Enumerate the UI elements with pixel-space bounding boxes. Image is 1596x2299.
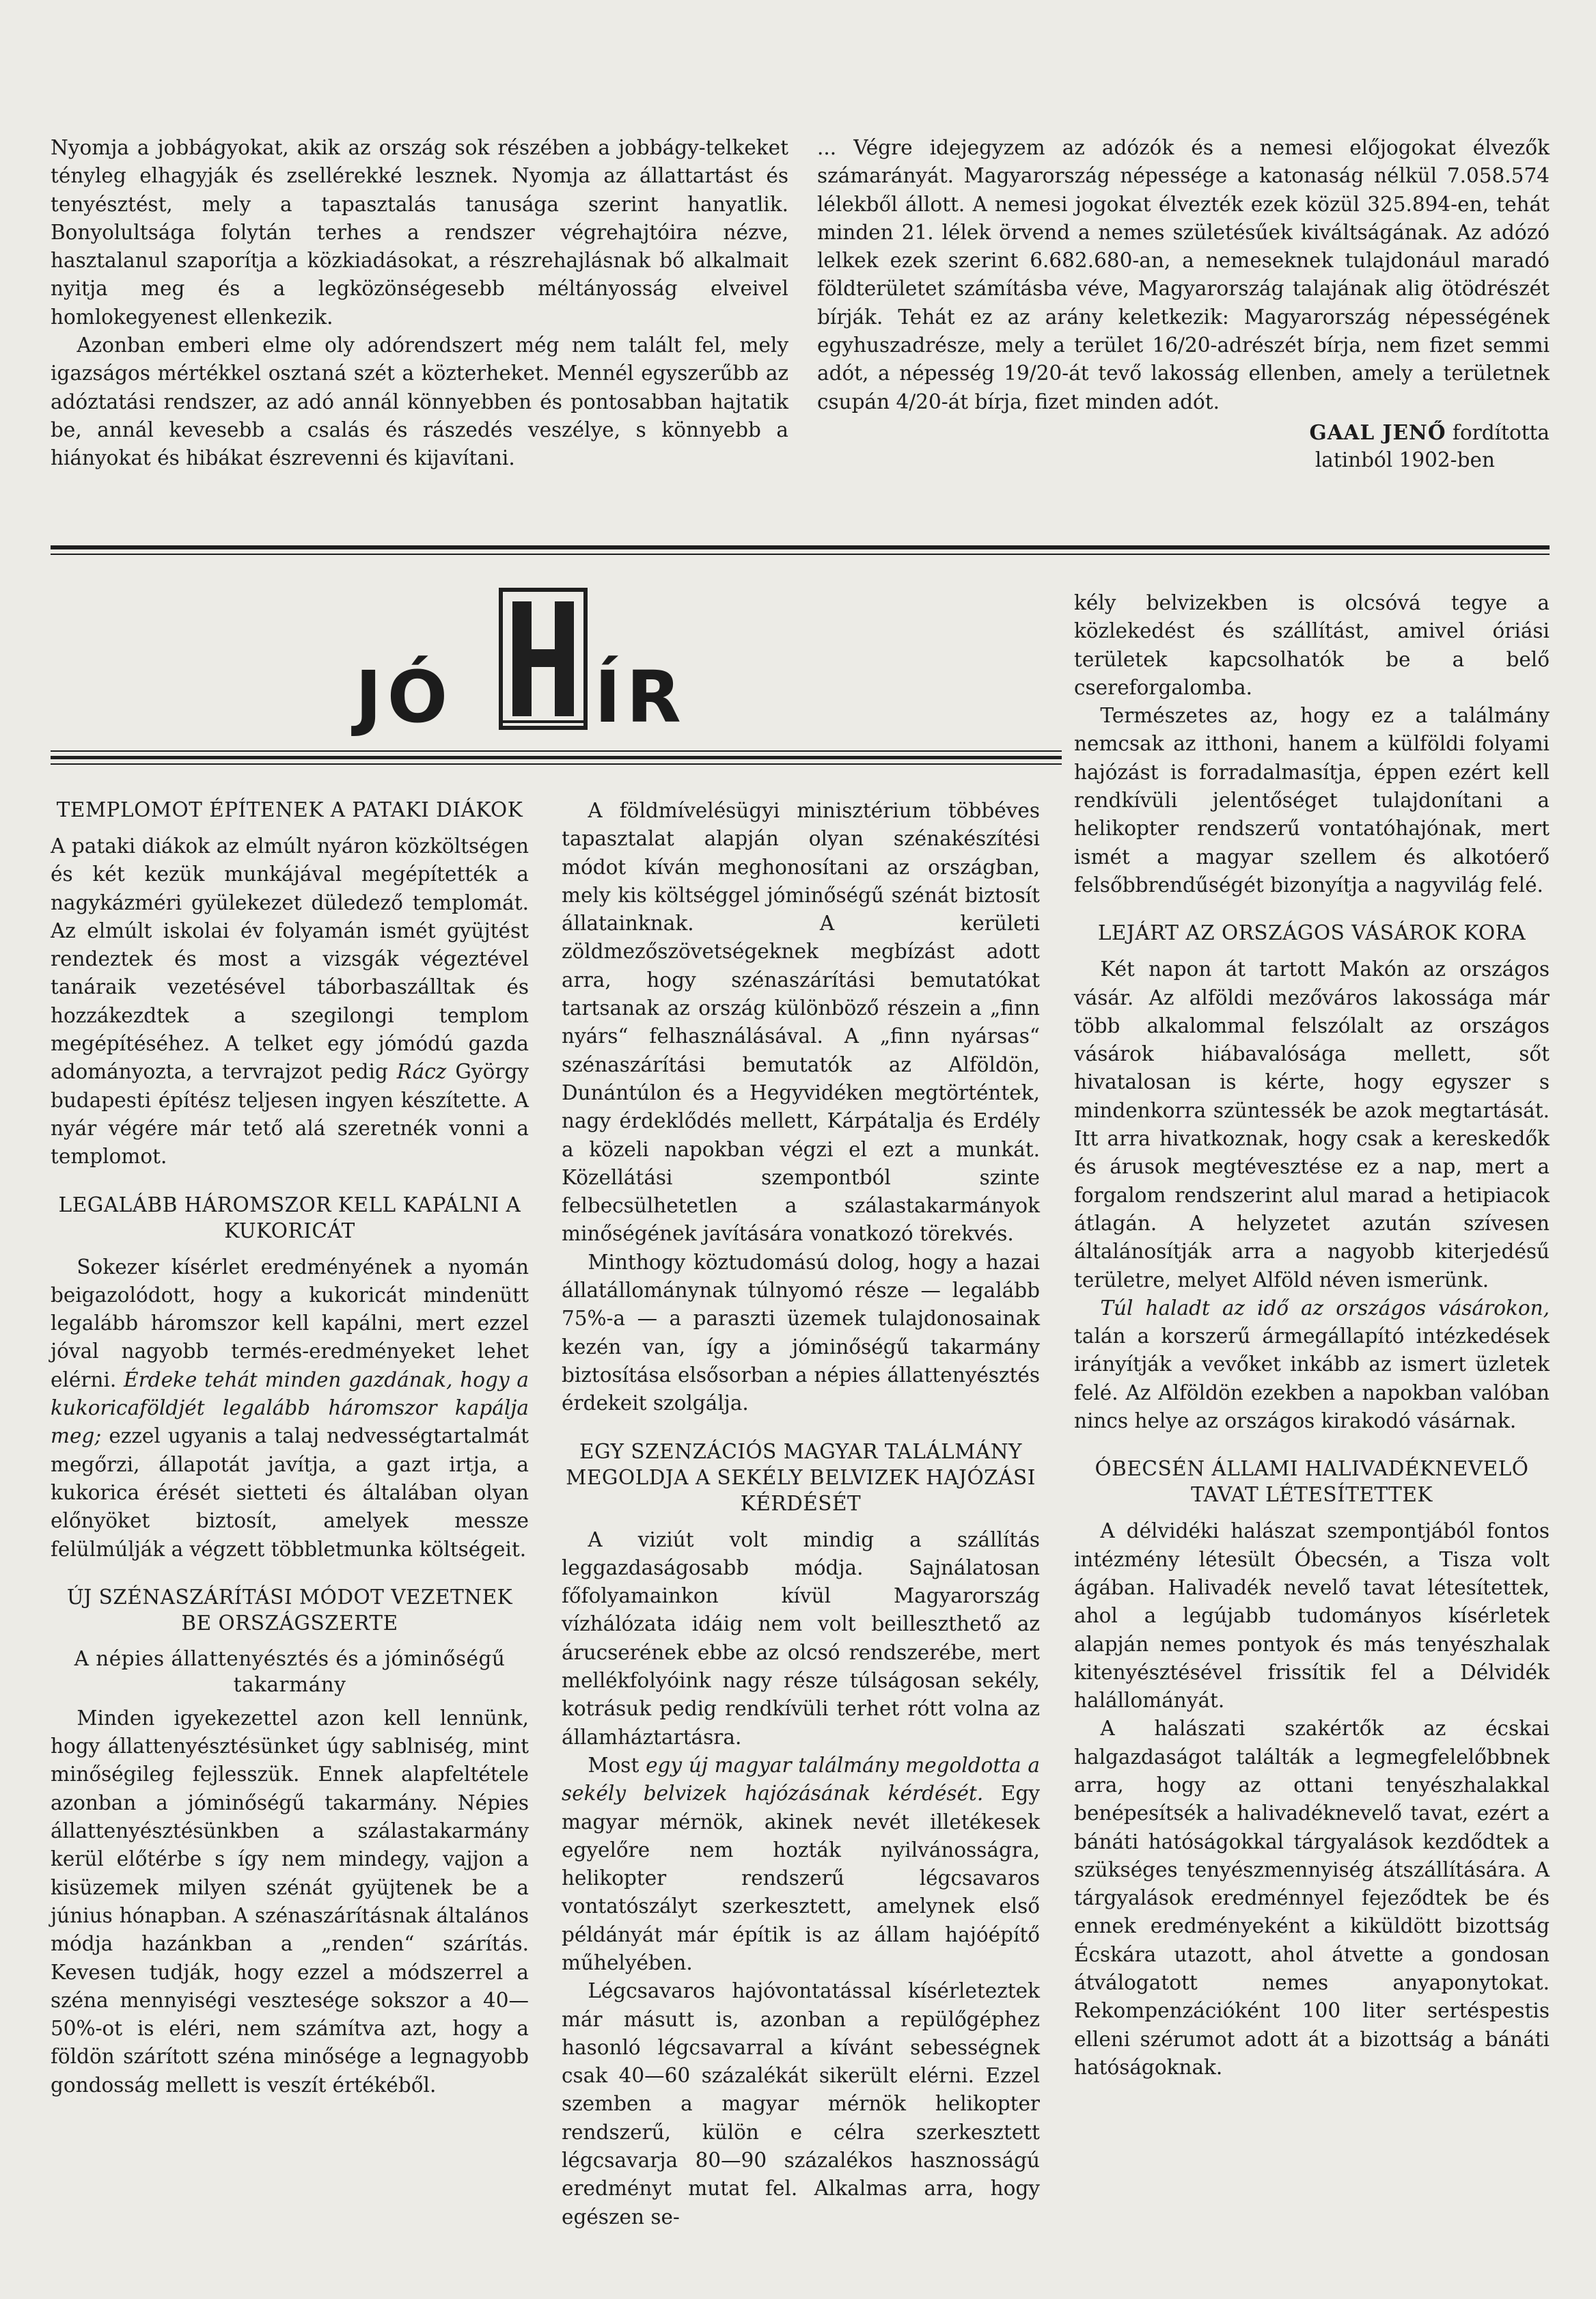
top-right-column [817, 134, 1550, 474]
paragraph: Nyomja a jobbágyokat, akik az ország sok részében a jobbágy-telkeket tényleg elhagyják és zsellérekké lesznek. Nyomja az állattartást és tenyésztést, mely a tapasztalás tanusága szerint hanyatlik. Bonyolultsága folytán terhes a rendszer végrehajtóira nézve, hasztalanul szaporítja a közkiadásokat, a részrehajlásnak bő alkalmait nyitja meg és a legközönségesebb méltányosság elveivel homlokegyenest ellenkezik. [51, 136, 788, 329]
masthead-h-logo [499, 588, 588, 730]
text: Sokezer kísérlet eredményének a nyomán beigazolódott, hogy a kukoricát mindenütt legalább háromszor kell kapálni, mert ezzel jóval nagyobb termés-eredményeket lehet elérni. [51, 1255, 529, 1391]
headline-kukorica: LEGALÁBB HÁROMSZOR KELL KAPÁLNI A KUKORICÁT [58, 1193, 521, 1242]
paragraph: Légcsavaros hajóvontatással kísérleteztek már másutt is, azonban a repülőgéphez hasonló légcsavarral a kívánt sebességnek csak 40—60 százalékát sikerült elérni. Ezzel szemben a magyar mérnök helikopter rendszerű, külön e célra szerkesztett légcsavarja 80—90 százalékos hasznosságú eredményt mutat fel. Alkalmas arra, hogy egészen se- [562, 1979, 1040, 2229]
masthead-text-jo: JÓ [355, 655, 454, 739]
text: ezzel ugyanis a talaj nedvességtartalmát megőrzi, állapotát javítja, a gazt irtja, a kukorica érését sietteti és általában olyan előnyöket biztosít, amelyek messze felülmúlják a végzett többletmunka költségeit. [51, 1424, 529, 1561]
paragraph: Természetes az, hogy ez a találmány nemcsak az itthoni, hanem a külföldi folyami hajózást is forradalmasítja, éppen ezért kell rendkívüli jelentőséget tulajdonítani a helikopter rendszerű vontatóhajónak, mert ismét a magyar szellem és alkotóerő felsőbbrendűségét bizonyítja a nagyvilág felé. [1074, 704, 1550, 897]
paragraph: ... Végre idejegyzem az adózók és a nemesi előjogokat élvezők számarányát. Magyarország népessége a katonaság nélkül 7.058.574 lélekből állott. A nemesi jogokat élvezték ezek közül 325.894-en, tehát minden 21. lélek örvend a nemes születésűek kiváltságának. Az adózó lelkek ezek szerint 6.682.680-an, a nemeseknek tulajdonául maradó földterületet számításba véve, Magyarország talajának alig ötödrészét bírják. Tehát ez az arány keletkezik: Magyarország népességének egyhuszadrésze, mely a terület 16/20-adrészét bírja, nem fizet semmi adót, a népesség 19/20-át tevő lakosság ellenben, amely a területnek csupán 4/20-át bírja, fizet minden adót. [817, 136, 1550, 413]
text: György budapesti építész teljesen ingyen készítette. A nyár végére már tető alá szeretnék vonni a templomot. [51, 1060, 529, 1169]
column-1 [51, 797, 529, 2099]
text: Most [588, 1753, 646, 1777]
headline-templom: TEMPLOMOT ÉPÍTENEK A PATAKI DIÁKOK [56, 798, 523, 821]
paragraph: Minthogy köztudomású dolog, hogy a hazai állatállománynak túlnyomó része — legalább 75%-a — a paraszti üzemek tulajdonosainak kezén van, így a jóminőségű takarmány biztosítása elsősorban a népies állattenyésztés érdekeit szolgálja. [562, 1250, 1040, 1415]
italic-emphasis: Túl haladt az idő az országos vásárokon, [1100, 1296, 1550, 1320]
paragraph: A viziút volt mindig a szállítás leggazdaságosabb módja. Sajnálatosan főfolyamainkon kívül Magyarország vízhálózata idáig nem volt beilleszthető az árucserének ebbe az olcsó rendszerébe, mert mellékfolyóink nagy része túlságosan sekély, kotrásuk pedig rendkívüli terhet rótt volna az államháztartásra. [562, 1527, 1040, 1749]
paragraph: kély belvizekben is olcsóvá tegye a közlekedést és szállítást, amivel óriási területek kapcsolhatók be a belő csereforgalomba. [1074, 591, 1550, 699]
masthead-rule-thick [51, 756, 1062, 759]
paragraph: Két napon át tartott Makón az országos vásár. Az alföldi mezőváros lakossága már több alkalommal felszólalt az országos vásárok hiábavalósága mellett, sőt hivatalosan is kérte, hogy egyszer s mindenkorra szüntessék be azok megtartását. Itt arra hivatkoznak, hogy csak a kereskedők és árusok megtévesztése ez a nap, mert a forgalom rendszerint alul marad a hetipiacok átlagán. A helyzetet azután szívesen általánosítják arra a nagyobb kiterjedésű területre, melyet Alföld néven ismerünk. [1074, 957, 1550, 1292]
paragraph: A halászati szakértők az écskai halgazdaságot találták a legmegfelelőbbnek arra, hogy az ottani tenyészhalakkal benépesítsék a halivadéknevelő tavat, ezért a bánáti hatóságokkal tárgyalások kezdődtek a szükséges tenyészmennyiség átszállítására. A tárgyalások eredménnyel fejeződtek be és ennek eredményeként a kiküldött bizottság Écskára utazott, ahol átvette a gondosan átválogatott nemes anyaponytokat. Rekompenzációként 100 liter sertéspestis elleni szérumot adott át a bizottság a bánáti hatóságoknak. [1074, 1717, 1550, 2079]
headline-obecse: ÓBECSÉN ÁLLAMI HALIVADÉKNEVELŐ TAVAT LÉTESÍTETTEK [1095, 1457, 1529, 1507]
column-2 [562, 797, 1040, 2231]
author-name: GAAL JENŐ [1309, 420, 1446, 444]
paragraph [51, 1253, 529, 1564]
divider-rule-thick [51, 545, 1550, 549]
masthead-rule-thin-1 [51, 750, 1062, 752]
divider-rule-thin [51, 554, 1550, 555]
jo-hir-masthead [355, 588, 738, 738]
paragraph: A délvidéki halászat szempontjából fontos intézmény létesült Óbecsén, a Tisza volt ágában. Halivadék nevelő tavat létesítettek, ahol a legújabb tudományos kísérletek alapján nemes pontyok és más tenyészhalak kitenyésztésével frissítik fel a Délvidék halállományát. [1074, 1519, 1550, 1713]
paragraph: Azonban emberi elme oly adórendszert még nem talált fel, mely igazságos mértékkel osztaná szét a közterheket. Mennél egyszerűbb az adóztatási rendszer, az adó annál könnyebben és pontosabban hajtatik be, annál kevesebb a csalás és rászedés veszélye, s könnyebb a hiányokat és hibákat észrevenni és kijavítani. [51, 334, 788, 470]
masthead-text-ir: ÍR [594, 655, 687, 739]
subheadline: A népies állattenyésztés és a jóminőségű takarmány [74, 1646, 506, 1696]
paragraph [51, 832, 529, 1171]
italic-emphasis: Érdeke tehát minden gazdának, hogy a kukoricaföldjét legalább háromszor kapálja meg; [51, 1368, 529, 1448]
top-left-column [51, 134, 788, 473]
paragraph [1074, 1294, 1550, 1435]
text: A pataki diákok az elmúlt nyáron közköltségen és két kezük munkájával megépítették a nagykázméri gyülekezet düledező templomát. Az elmúlt iskolai év folyamán ismét gyüjtést rendeztek és most a vizsgák végeztével tanáraik vezetésével táborbaszálltak és hozzákezdtek a szegilongi templom megépítéséhez. A telket egy jómódú gazda adományozta, a tervrajzot pedig [51, 834, 529, 1084]
paragraph: A földmívelésügyi minisztérium többéves tapasztalat alapján olyan szénakészítési módot kíván meghonosítani az országban, mely kis költséggel jóminőségű szénát biztosít állatainknak. A kerületi zöldmezőszövetségeknek megbízást adott arra, hogy szénaszárítási bemutatókat tartsanak az ország különböző részein a „finn nyárs“ felhasználásával. A „finn nyársas“ szénaszárítási bemutatók az Alföldön, Dunántúlon és a Hegyvidéken megtörténtek, nagy érdeklődés mellett, Kárpátalja és Erdély a közeli napokban végzi el ezt a munkát. Közellátási szempontból szinte felbecsülhetetlen a szálastakarmányok minőségének javítására vonatkozó törekvés. [562, 799, 1040, 1246]
text: Egy magyar mérnök, akinek nevét illetékesek egyelőre nem hozták nyilvánosságra, helikopter rendszerű légcsavaros vontatószályt szerkesztett, amelynek első példányát már építik is az állam hajóépítő műhelyében. [562, 1782, 1040, 1974]
italic-emphasis: egy új magyar találmány megoldotta a sekély belvizek hajózásának kérdését. [562, 1753, 1040, 1806]
masthead-rule-thin-2 [51, 763, 1062, 765]
text: talán a korszerű ármegállapító intézkedések irányítják a vevőket inkább az ismert üzletek felé. Az Alföldön ezekben a napokban valóban nincs helye az országos kirakodó vásárnak. [1074, 1324, 1550, 1433]
signature-line-2: latinból 1902-ben [1315, 448, 1495, 472]
headline-talalmany: EGY SZENZÁCIÓS MAGYAR TALÁLMÁNY MEGOLDJA A SEKÉLY BELVIZEK HAJÓZÁSI KÉRDÉSÉT [566, 1439, 1036, 1515]
paragraph [562, 1752, 1040, 1977]
signature [817, 419, 1550, 474]
column-3 [1074, 589, 1550, 2082]
paragraph: Minden igyekezettel azon kell lennünk, hogy állattenyésztésünket úgy sablniség, mint minőségileg fejlesszük. Ennek alapfeltétele azonban a jóminőségű takarmány. Népies állattenyésztésünkben a szálastakarmány kerül előtérbe s így nem mindegy, vajjon a kisüzemek milyen szénát gyüjtenek be a június hónapban. A szénaszárításnak általános módja hazánkban a „renden“ szárítás. Kevesen tudják, hogy ezzel a módszerrel a széna mennyiségi vesztesége sokszor a 40—50%-ot is eléri, nem számítva azt, hogy a földön szárított széna minősége a legnagyobb gondosság mellett is veszít értékéből. [51, 1706, 529, 2097]
headline-szenaszaritas: ÚJ SZÉNASZÁRÍTÁSI MÓDOT VEZETNEK BE ORSZÁGSZERTE [66, 1585, 513, 1635]
headline-vasarok: LEJÁRT AZ ORSZÁGOS VÁSÁROK KORA [1097, 921, 1526, 945]
signature-text: fordította [1452, 420, 1550, 444]
italic-name: Rácz [396, 1060, 447, 1084]
